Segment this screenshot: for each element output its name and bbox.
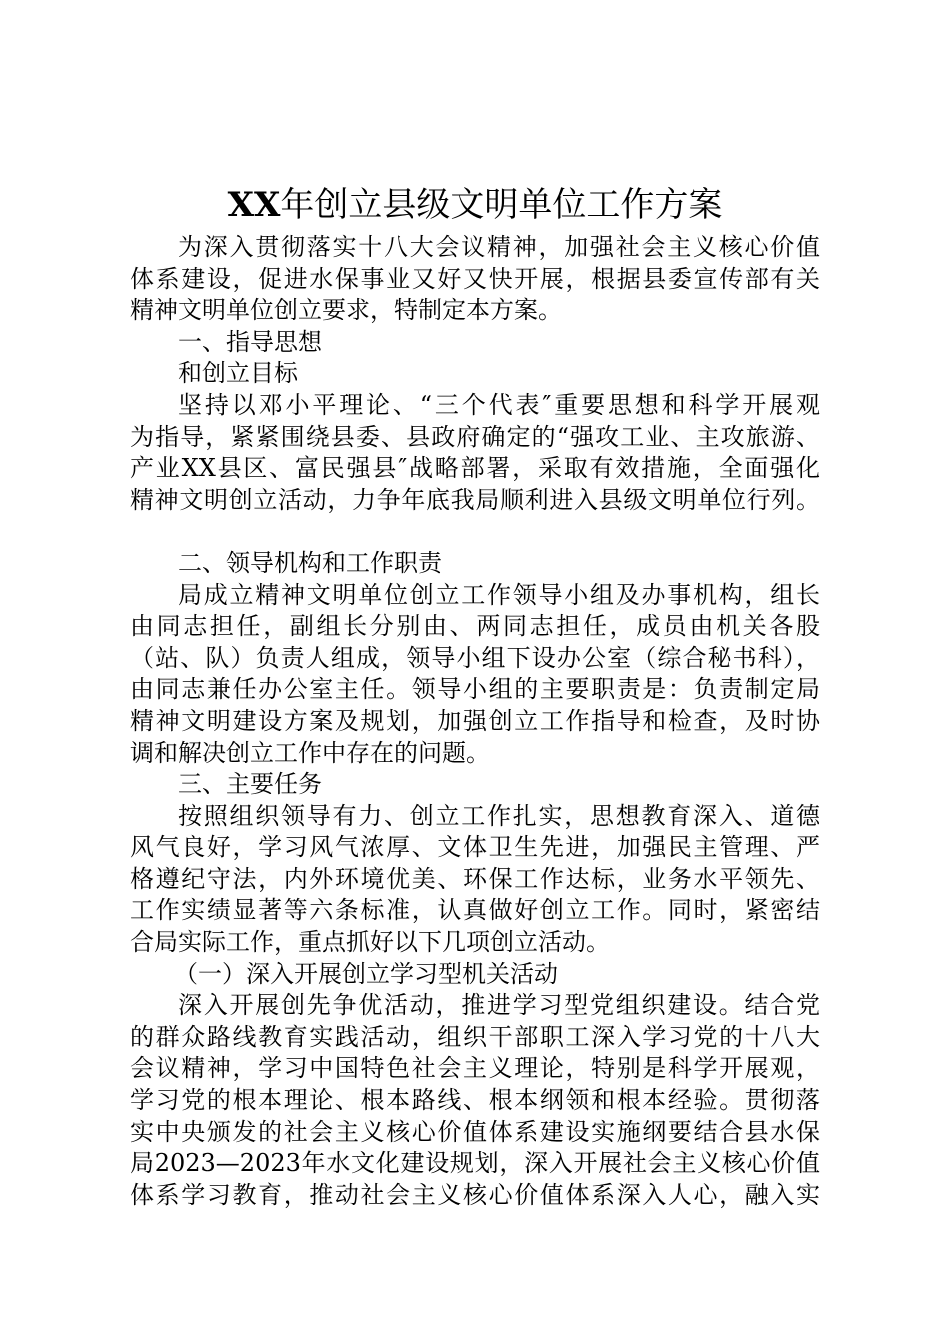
paragraph-line: 合局实际工作，重点抓好以下几项创立活动。 — [130, 928, 610, 957]
paragraph-line: 局2023—2023年水文化建设规划，深入开展社会主义核心价值 — [130, 1149, 820, 1178]
paragraph-line: 体系学习教育，推动社会主义核心价值体系深入人心，融入实 — [130, 1180, 820, 1209]
paragraph-line: 由同志担任，副组长分别由、两同志担任，成员由机关各股 — [130, 612, 820, 641]
paragraph-line: 调和解决创立工作中存在的问题。 — [130, 738, 490, 767]
blank-line — [130, 516, 820, 548]
paragraph-line: 实中央颁发的社会主义核心价值体系建设实施纲要结合县水保 — [130, 1117, 820, 1146]
paragraph-line: 局成立精神文明单位创立工作领导小组及办事机构，组长 — [178, 580, 820, 609]
paragraph-line: 风气良好，学习风气浓厚、文体卫生先进，加强民主管理、严 — [130, 833, 820, 862]
section-heading-continued: 和创立目标 — [178, 359, 298, 388]
paragraph-line: 为深入贯彻落实十八大会议精神，加强社会主义核心价值 — [178, 233, 820, 261]
paragraph-line: 坚持以邓小平理论、“三个代表″重要思想和科学开展观 — [178, 390, 820, 419]
paragraph-line: 精神文明建设方案及规划，加强创立工作指导和检查，及时协 — [130, 706, 820, 735]
subsection-heading: （一）深入开展创立学习型机关活动 — [174, 959, 558, 988]
document-title — [0, 180, 950, 230]
paragraph-line: 学习党的根本理论、根本路线、根本纲领和根本经验。贯彻落 — [130, 1086, 820, 1115]
paragraph-line: 精神文明创立活动，力争年底我局顺利进入县级文明单位行列。 — [130, 485, 820, 514]
paragraph-line: 会议精神，学习中国特色社会主义理论，特别是科学开展观， — [130, 1054, 820, 1083]
paragraph-line: 产业XX县区、富民强县″战略部署，采取有效措施，全面强化 — [130, 454, 820, 483]
paragraph-line: （站、队）负责人组成，领导小组下设办公室（综合秘书科）， — [130, 643, 820, 672]
paragraph-line: 格遵纪守法，内外环境优美、环保工作达标，业务水平领先、 — [130, 864, 820, 893]
paragraph-line: 精神文明单位创立要求，特制定本方案。 — [130, 296, 562, 325]
paragraph-line: 体系建设，促进水保事业又好又快开展，根据县委宣传部有关 — [130, 264, 820, 293]
section-heading: 二、领导机构和工作职责 — [178, 548, 442, 577]
paragraph-line: 深入开展创先争优活动，推进学习型党组织建设。结合党 — [178, 991, 820, 1020]
title-prefix: XX — [227, 185, 281, 225]
paragraph-line: 按照组织领导有力、创立工作扎实，思想教育深入、道德 — [178, 801, 820, 830]
paragraph-line: 由同志兼任办公室主任。领导小组的主要职责是：负责制定局 — [130, 675, 820, 704]
paragraph-line: 的群众路线教育实践活动，组织干部职工深入学习党的十八大 — [130, 1022, 820, 1051]
paragraph-line: 为指导，紧紧围绕县委、县政府确定的“强攻工业、主攻旅游、 — [130, 422, 820, 451]
section-heading: 一、指导思想 — [178, 327, 322, 356]
document-body — [130, 232, 820, 1211]
section-heading: 三、主要任务 — [178, 770, 322, 799]
title-text: 年创立县级文明单位工作方案 — [280, 185, 723, 225]
paragraph-line: 工作实绩显著等六条标准，认真做好创立工作。同时，紧密结 — [130, 896, 820, 925]
